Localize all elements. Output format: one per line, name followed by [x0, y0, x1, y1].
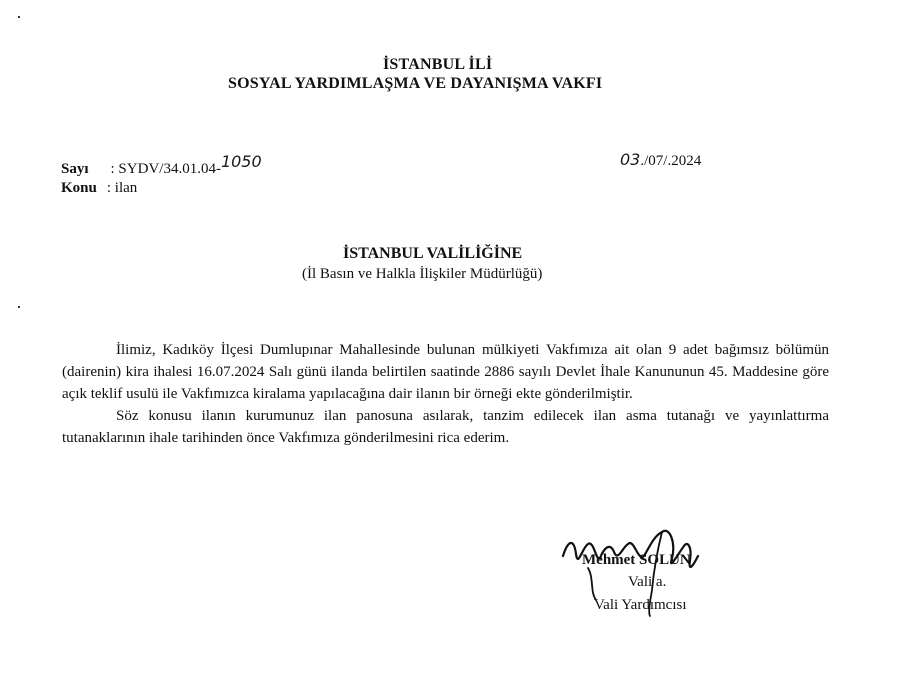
konu-value: : ilan: [106, 180, 138, 196]
date-rest: ./07/.2024: [640, 153, 702, 169]
scan-speck: [18, 16, 20, 18]
recipient-subtitle: (İl Basın ve Halkla İlişkiler Müdürlüğü): [302, 266, 543, 282]
sayi-handwritten-number: 1050: [220, 152, 262, 171]
sayi-label: Sayı: [61, 161, 89, 177]
konu-label: Konu: [61, 180, 97, 196]
konu-row: [61, 179, 137, 197]
institution-name-line1: İSTANBUL İLİ: [383, 56, 493, 73]
date-handwritten-day: 03: [620, 150, 641, 169]
body-paragraph-2: Söz konusu ilanın kurumunuz ilan panosuna asılarak, tanzim edilecek ilan asma tutanağı ve yayınlattırma tutanaklarının ihale tarihinden önce Vakfımıza gönderilmesini rica ederim.: [62, 408, 829, 446]
scan-speck: [18, 306, 20, 308]
signatory-title: Vali a.: [628, 574, 667, 590]
signatory-name: Mehmet SOLUN: [582, 552, 691, 568]
recipient-title: İSTANBUL VALİLİĞİNE: [343, 245, 523, 262]
sayi-value: : SYDV/34.01.04-: [110, 161, 221, 177]
date: [620, 150, 701, 170]
letter-body: [62, 339, 829, 449]
body-paragraph-1: İlimiz, Kadıköy İlçesi Dumlupınar Mahallesinde bulunan mülkiyeti Vakfımıza ait olan 9 adet bağımsız bölümün (dairenin) kira ihalesi 16.07.2024 Salı günü ilanda belirtilen saatinde 2886 sayılı Devlet İhale Kanununun 45. Maddesine göre açık teklif usulü ile Vakfımızca kiralama yapılacağına dair ilanın bir örneği ekte gönderilmiştir.: [62, 342, 829, 402]
signatory-position: Vali Yardımcısı: [594, 597, 687, 613]
sayi-row: [61, 152, 262, 178]
institution-name-line2: SOSYAL YARDIMLAŞMA VE DAYANIŞMA VAKFI: [228, 75, 603, 92]
